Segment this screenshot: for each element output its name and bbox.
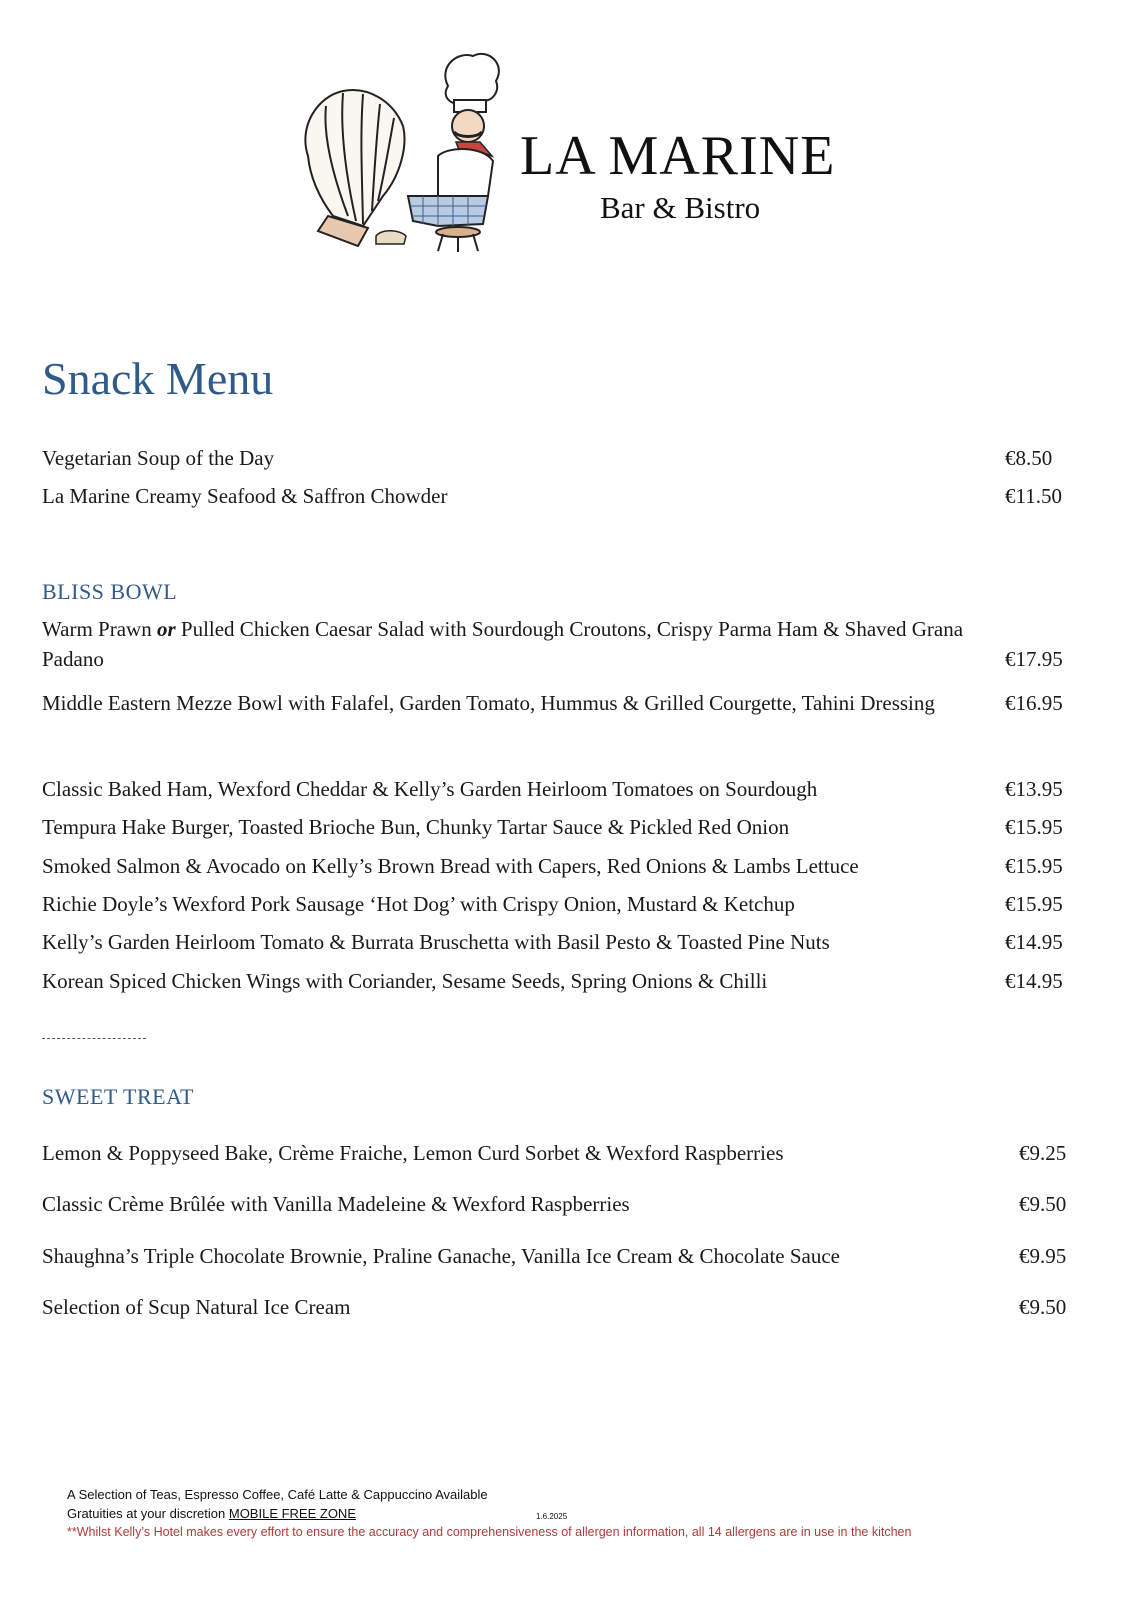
menu-item-name: Warm Prawn or Pulled Chicken Caesar Salad with Sourdough Croutons, Crispy Parma Ham & Shaved Grana Padano: [42, 617, 964, 671]
mobile-free-zone-link: MOBILE FREE ZONE: [228, 1506, 356, 1521]
section-heading-bliss-bowl: BLISS BOWL: [42, 579, 178, 604]
brand-name: LA MARINE: [520, 125, 836, 187]
menu-item-price: €9.25: [1019, 1141, 1067, 1165]
menu-item-price: €9.50: [1019, 1192, 1067, 1216]
section-divider: [42, 1038, 146, 1039]
footer-allergen-note: **Whilst Kelly’s Hotel makes every effort to ensure the accuracy and comprehensiveness of allergen information, all 14 allergens are in use in the kitchen: [67, 1525, 912, 1539]
menu-item-name: Lemon & Poppyseed Bake, Crème Fraiche, Lemon Curd Sorbet & Wexford Raspberries: [42, 1141, 784, 1165]
menu-item-name: Selection of Scup Natural Ice Cream: [42, 1295, 351, 1319]
menu-item-name: Middle Eastern Mezze Bowl with Falafel, Garden Tomato, Hummus & Grilled Courgette, Tahini Dressing: [42, 691, 935, 715]
menu-item-price: €16.95: [1005, 691, 1063, 715]
menu-item-price: €9.95: [1019, 1244, 1067, 1268]
menu-item-name: Shaughna’s Triple Chocolate Brownie, Praline Ganache, Vanilla Ice Cream & Chocolate Sauce: [42, 1244, 840, 1268]
menu-item-name: Smoked Salmon & Avocado on Kelly’s Brown Bread with Capers, Red Onions & Lambs Lettuce: [42, 854, 859, 878]
menu-item-name: Classic Crème Brûlée with Vanilla Madeleine & Wexford Raspberries: [42, 1192, 630, 1216]
menu-item-price: €15.95: [1005, 854, 1063, 878]
menu-item-name: Tempura Hake Burger, Toasted Brioche Bun, Chunky Tartar Sauce & Pickled Red Onion: [42, 815, 790, 839]
footer-gratuities-text: Gratuities at your discretion: [67, 1506, 229, 1521]
menu-item-price: €14.95: [1005, 969, 1063, 993]
menu-item-price: €15.95: [1005, 892, 1063, 916]
page-title: Snack Menu: [42, 353, 274, 404]
menu-item-name: Classic Baked Ham, Wexford Cheddar & Kelly’s Garden Heirloom Tomatoes on Sourdough: [42, 777, 818, 801]
menu-item-price: €14.95: [1005, 930, 1063, 954]
menu-item-price: €9.50: [1019, 1295, 1067, 1319]
section-heading-sweet-treat: SWEET TREAT: [42, 1084, 194, 1109]
footer-gratuities-line: [67, 1507, 356, 1520]
menu-item-price: €15.95: [1005, 815, 1063, 839]
footer-beverages-note: A Selection of Teas, Espresso Coffee, Café Latte & Cappuccino Available: [67, 1487, 488, 1502]
menu-item-name: Richie Doyle’s Wexford Pork Sausage ‘Hot Dog’ with Crispy Onion, Mustard & Ketchup: [42, 892, 795, 916]
brand-subtitle: Bar & Bistro: [600, 190, 761, 225]
menu-item-price: €8.50: [1005, 446, 1053, 470]
menu-item-name: La Marine Creamy Seafood & Saffron Chowder: [42, 484, 448, 508]
menu-item-name: Kelly’s Garden Heirloom Tomato & Burrata Bruschetta with Basil Pesto & Toasted Pine Nuts: [42, 930, 830, 954]
menu-item-price: €11.50: [1005, 484, 1062, 508]
chef-with-scallop-shell-logo: [288, 46, 508, 256]
menu-item-name: Vegetarian Soup of the Day: [42, 446, 275, 470]
menu-item-price: €13.95: [1005, 777, 1063, 801]
menu-item-price: €17.95: [1005, 647, 1063, 671]
footer-date: 1.6.2025: [536, 1512, 568, 1521]
menu-item-name: Korean Spiced Chicken Wings with Coriander, Sesame Seeds, Spring Onions & Chilli: [42, 969, 768, 993]
